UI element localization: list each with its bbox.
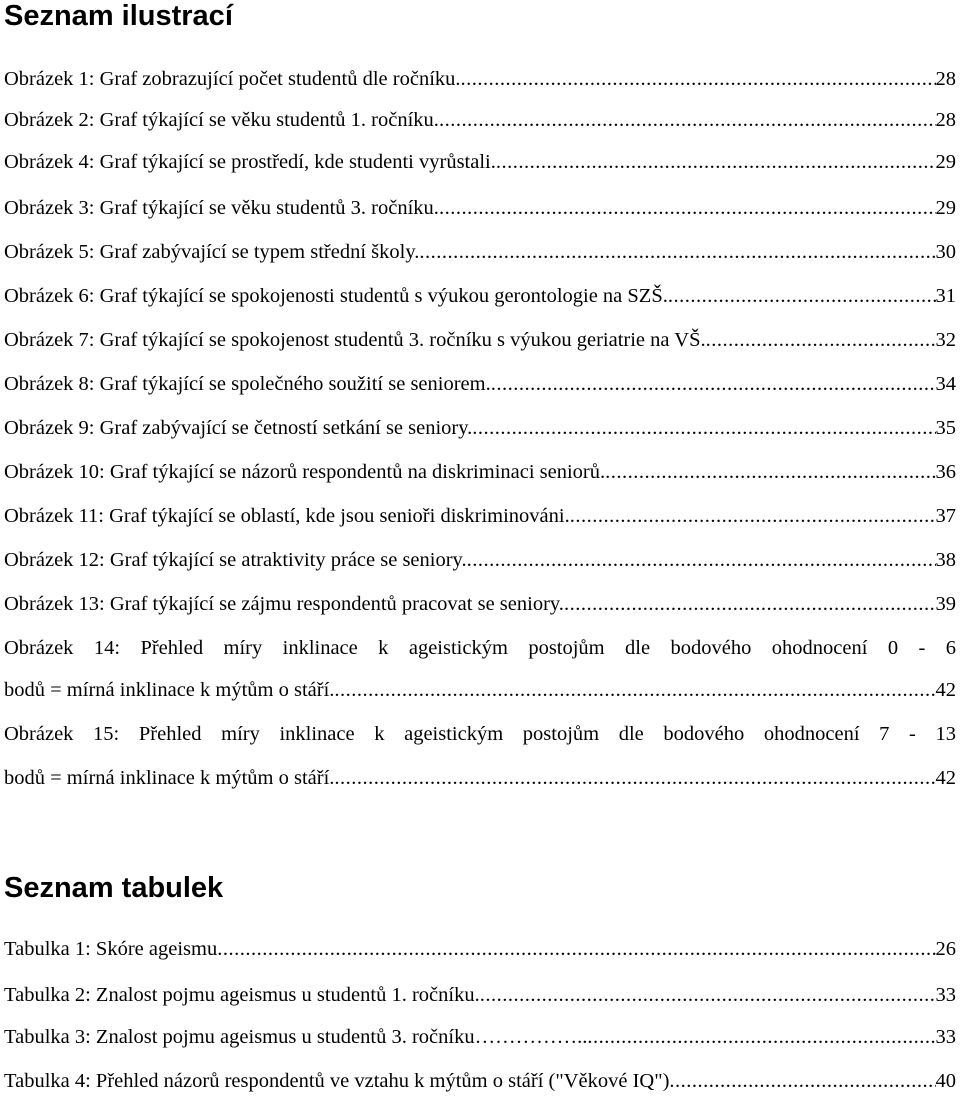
toc-page-number: 37 — [935, 505, 956, 527]
toc-entry[interactable] — [4, 325, 956, 355]
toc-entry-wrapped-line[interactable]: Obrázek 15: Přehled míry inklinace k ageistickým postojům dle bodového ohodnocení 7 - 13 — [4, 723, 956, 745]
toc-entry[interactable] — [4, 589, 956, 619]
toc-page-number: 35 — [935, 417, 956, 439]
toc-entry[interactable] — [4, 413, 956, 443]
toc-entry-text: Tabulka 2: Znalost pojmu ageismus u studentů 1. ročníku. — [4, 984, 480, 1006]
dot-leader — [334, 763, 935, 793]
figures-heading: Seznam ilustrací — [4, 0, 233, 32]
dot-leader — [467, 545, 936, 575]
dot-leader — [472, 413, 935, 443]
toc-entry[interactable] — [4, 147, 956, 177]
toc-entry[interactable] — [4, 763, 956, 793]
toc-entry-text: Obrázek 6: Graf týkající se spokojenosti studentů s výukou gerontologie na SZŠ. — [4, 285, 668, 307]
toc-page-number: 29 — [935, 151, 956, 173]
dot-leader — [587, 1022, 935, 1052]
toc-page-number: 33 — [935, 984, 956, 1006]
toc-page-number: 34 — [935, 373, 956, 395]
dot-leader — [491, 369, 936, 399]
dot-leader — [439, 193, 936, 223]
toc-entry-text: Obrázek 1: Graf zobrazující počet studentů dle ročníku. — [4, 68, 461, 90]
toc-entry-wrapped-line[interactable]: Obrázek 14: Přehled míry inklinace k ageistickým postojům dle bodového ohodnocení 0 - 6 — [4, 637, 956, 659]
toc-entry[interactable] — [4, 457, 956, 487]
tables-heading: Seznam tabulek — [4, 872, 224, 904]
toc-page-number: 36 — [935, 461, 956, 483]
toc-entry-text: Obrázek 13: Graf týkající se zájmu respondentů pracovat se seniory. — [4, 593, 564, 615]
dot-leader — [217, 934, 935, 964]
dot-leader — [480, 980, 936, 1010]
toc-entry-text: Obrázek 10: Graf týkající se názorů respondentů na diskriminaci seniorů. — [4, 461, 606, 483]
dot-leader — [706, 325, 936, 355]
toc-entry-text: Obrázek 8: Graf týkající se společného soužití se seniorem. — [4, 373, 491, 395]
toc-entry-text: Obrázek 7: Graf týkající se spokojenost studentů 3. ročníku s výukou geriatrie na VŠ. — [4, 329, 706, 351]
toc-entry[interactable] — [4, 105, 956, 135]
toc-entry[interactable] — [4, 501, 956, 531]
toc-page-number: 42 — [935, 767, 956, 789]
toc-entry[interactable] — [4, 1022, 956, 1052]
toc-page-number: 40 — [935, 1070, 956, 1092]
toc-page-number: 30 — [935, 241, 956, 263]
dot-leader — [334, 675, 935, 705]
toc-page-number: 31 — [935, 285, 956, 307]
dot-leader — [439, 105, 936, 135]
toc-page-number: 29 — [935, 197, 956, 219]
toc-entry-text: bodů = mírná inklinace k mýtům o stáří. — [4, 679, 335, 701]
toc-entry[interactable] — [4, 64, 956, 94]
toc-entry[interactable] — [4, 934, 956, 964]
toc-entry-text: Obrázek 4: Graf týkající se prostředí, kde studenti vyrůstali. — [4, 151, 496, 173]
toc-entry-text: Obrázek 9: Graf zabývající se četností setkání se seniory. — [4, 417, 473, 439]
dot-leader — [496, 147, 936, 177]
toc-entry-text: Tabulka 3: Znalost pojmu ageismus u studentů 3. ročníku…………….. — [4, 1026, 588, 1048]
toc-entry-text: Obrázek 2: Graf týkající se věku studentů 1. ročníku. — [4, 109, 439, 131]
toc-entry-text: Obrázek 3: Graf týkající se věku studentů 3. ročníku. — [4, 197, 439, 219]
toc-page-number: 32 — [935, 329, 956, 351]
toc-entry[interactable] — [4, 675, 956, 705]
toc-entry[interactable] — [4, 369, 956, 399]
dot-leader — [461, 64, 936, 94]
toc-page-number: 38 — [935, 549, 956, 571]
toc-page-number: 33 — [935, 1026, 956, 1048]
toc-entry[interactable] — [4, 545, 956, 575]
toc-entry-text: Obrázek 5: Graf zabývající se typem střední školy. — [4, 241, 420, 263]
toc-entry[interactable] — [4, 237, 956, 267]
toc-entry-text: Obrázek 12: Graf týkající se atraktivity práce se seniory. — [4, 549, 467, 571]
dot-leader — [564, 589, 936, 619]
toc-page-number: 26 — [935, 938, 956, 960]
toc-entry-text: bodů = mírná inklinace k mýtům o stáří. — [4, 767, 335, 789]
toc-entry[interactable] — [4, 281, 956, 311]
dot-leader — [605, 457, 935, 487]
dot-leader — [668, 281, 936, 311]
dot-leader — [570, 501, 936, 531]
dot-leader — [419, 237, 935, 267]
toc-page-number: 42 — [935, 679, 956, 701]
toc-page-number: 28 — [935, 109, 956, 131]
toc-entry[interactable] — [4, 1066, 956, 1096]
toc-entry-text: Obrázek 11: Graf týkající se oblastí, kde jsou senioři diskriminováni. — [4, 505, 570, 527]
toc-entry[interactable] — [4, 193, 956, 223]
toc-entry[interactable] — [4, 980, 956, 1010]
dot-leader — [669, 1066, 935, 1096]
toc-page-number: 39 — [935, 593, 956, 615]
toc-entry-text: Tabulka 1: Skóre ageismu — [4, 938, 218, 960]
toc-entry-text: Tabulka 4: Přehled názorů respondentů ve vztahu k mýtům o stáří ("Věkové IQ") — [4, 1070, 670, 1092]
toc-page-number: 28 — [935, 68, 956, 90]
